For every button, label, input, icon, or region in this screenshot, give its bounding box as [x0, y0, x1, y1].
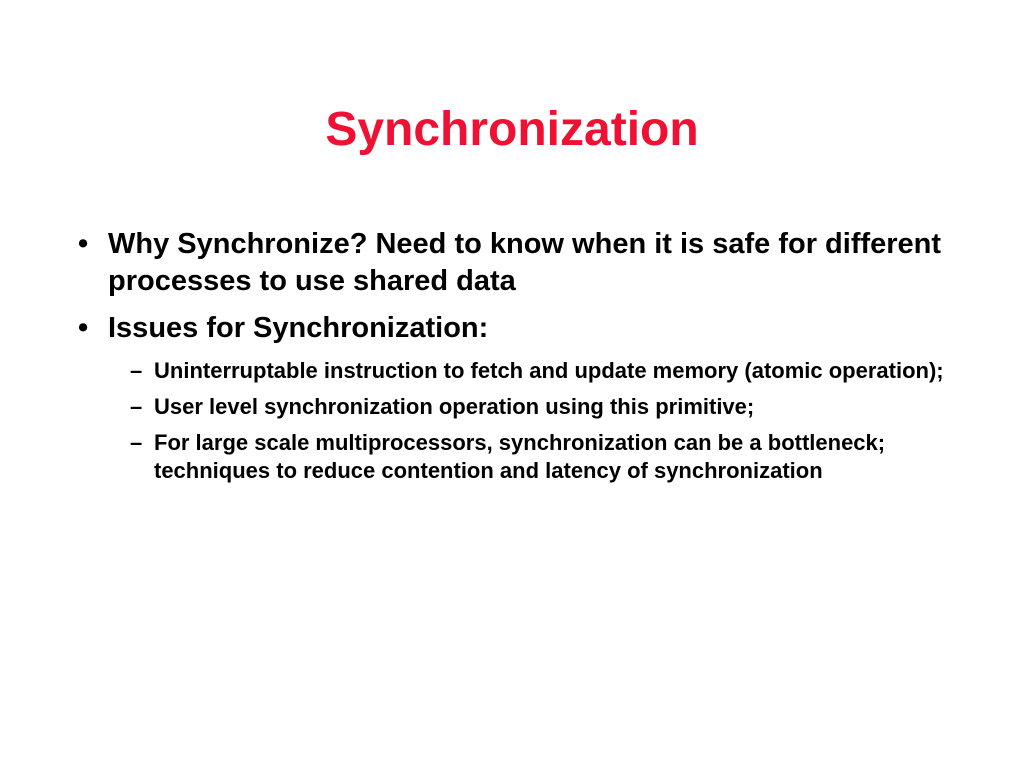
bullet-list	[78, 226, 978, 493]
dash-marker: –	[130, 358, 143, 383]
dash-marker: –	[130, 430, 143, 455]
bullet-item-1	[78, 226, 978, 300]
sub-bullet-item-1	[130, 357, 978, 385]
bullet-marker: •	[78, 228, 89, 260]
bullet-text: Issues for Synchronization:	[108, 312, 489, 344]
bullet-text: Why Synchronize? Need to know when it is safe for different processes to use shared data	[108, 228, 942, 297]
sub-bullet-item-3	[130, 429, 978, 485]
sub-bullet-item-2	[130, 393, 978, 421]
sub-bullet-text: Uninterruptable instruction to fetch and update memory (atomic operation);	[154, 358, 944, 383]
dash-marker: –	[130, 394, 143, 419]
bullet-item-2	[78, 310, 978, 347]
bullet-marker: •	[78, 312, 89, 344]
sub-bullet-text: For large scale multiprocessors, synchronization can be a bottleneck; techniques to reduce contention and latency of synchronization	[154, 430, 886, 483]
sub-bullet-text: User level synchronization operation using this primitive;	[154, 394, 755, 419]
sub-bullet-list	[130, 357, 978, 485]
slide-title: Synchronization	[325, 103, 699, 156]
